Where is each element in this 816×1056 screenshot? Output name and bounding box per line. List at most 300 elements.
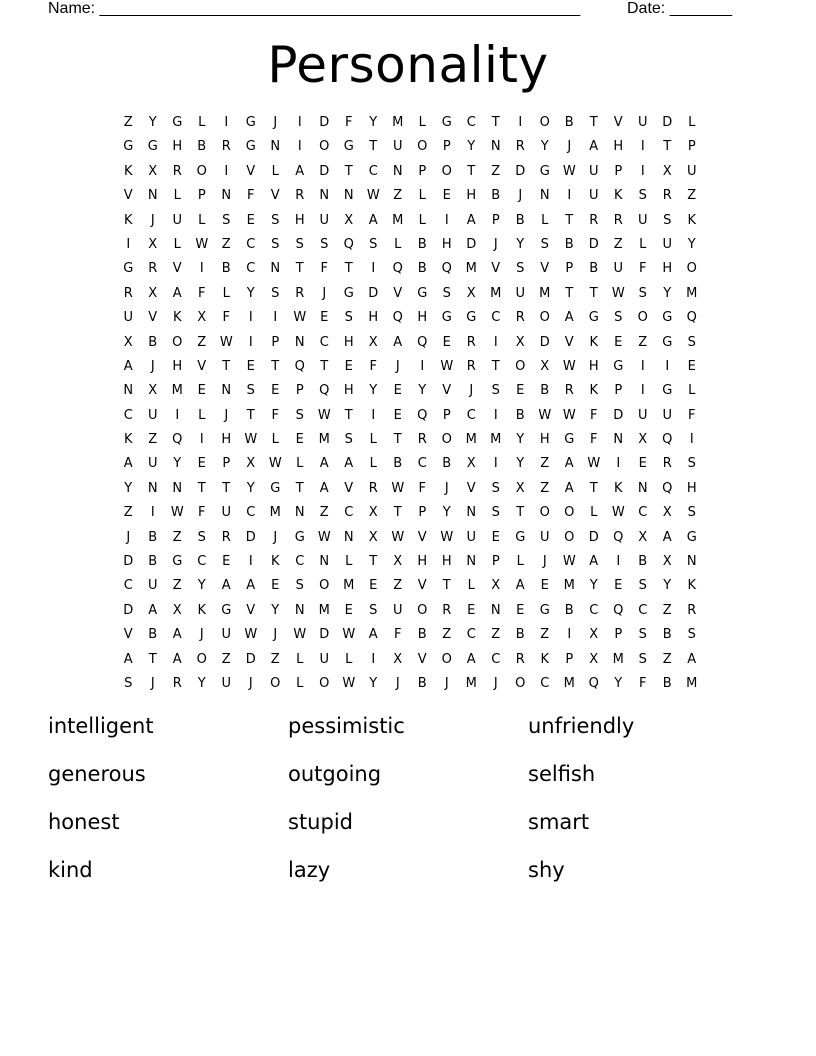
grid-letter: L	[418, 212, 426, 228]
grid-letter: S	[271, 285, 280, 301]
grid-letter: A	[368, 212, 378, 228]
grid-letter: I	[248, 310, 253, 326]
grid-letter: R	[662, 188, 672, 204]
grid-letter: H	[662, 261, 673, 277]
grid-letter: Y	[589, 578, 598, 594]
grid-letter: B	[515, 407, 525, 423]
grid-letter: N	[392, 163, 403, 179]
grid-letter: J	[126, 529, 131, 545]
grid-letter: W	[244, 627, 258, 643]
grid-row	[116, 428, 704, 452]
grid-letter: G	[466, 310, 477, 326]
grid-letter: K	[687, 578, 697, 594]
grid-letter: A	[123, 358, 133, 374]
grid-letter: H	[343, 383, 354, 399]
grid-letter: R	[564, 383, 574, 399]
grid-letter: H	[539, 432, 550, 448]
grid-letter: X	[148, 383, 158, 399]
grid-letter: U	[637, 212, 648, 228]
grid-letter: C	[466, 115, 476, 130]
grid-letter: M	[171, 383, 183, 399]
grid-letter: Z	[221, 651, 231, 667]
grid-letter: S	[295, 578, 304, 594]
grid-letter: Z	[540, 456, 550, 472]
grid-letter: I	[640, 163, 645, 179]
grid-row	[116, 282, 704, 306]
grid-row	[116, 477, 704, 501]
grid-letter: T	[467, 163, 476, 179]
grid-letter: D	[466, 236, 477, 252]
grid-letter: Y	[271, 602, 280, 618]
grid-letter: H	[686, 480, 697, 496]
grid-letter: D	[319, 163, 330, 179]
grid-letter: N	[270, 261, 281, 277]
grid-letter: I	[420, 358, 425, 374]
grid-letter: L	[173, 188, 181, 204]
grid-letter: N	[294, 602, 305, 618]
grid-letter: J	[273, 627, 278, 643]
grid-letter: I	[224, 163, 229, 179]
grid-letter: J	[395, 358, 400, 374]
grid-letter: W	[293, 310, 307, 326]
word-list-item: outgoing	[288, 762, 382, 786]
grid-letter: Z	[148, 432, 158, 448]
grid-letter: U	[588, 188, 599, 204]
grid-letter: W	[391, 480, 405, 496]
grid-row	[116, 648, 704, 672]
grid-letter: N	[466, 505, 477, 521]
grid-letter: C	[197, 554, 207, 570]
grid-letter: P	[614, 627, 623, 643]
grid-letter: G	[662, 334, 673, 350]
grid-letter: Q	[392, 310, 403, 326]
grid-letter: S	[687, 505, 696, 521]
grid-letter: E	[638, 456, 647, 472]
grid-letter: G	[662, 310, 673, 326]
grid-letter: S	[491, 383, 500, 399]
grid-letter: Z	[613, 236, 623, 252]
grid-letter: E	[540, 578, 549, 594]
word-list-item: selfish	[528, 762, 596, 786]
grid-letter: M	[686, 285, 698, 301]
grid-letter: P	[442, 407, 451, 423]
grid-letter: Y	[246, 480, 255, 496]
grid-letter: U	[221, 505, 231, 521]
grid-letter: A	[687, 651, 697, 667]
grid-letter: P	[614, 163, 623, 179]
grid-letter: B	[662, 627, 672, 643]
grid-letter: S	[540, 236, 549, 252]
grid-letter: Q	[417, 334, 428, 350]
grid-letter: T	[589, 285, 598, 301]
grid-letter: O	[319, 578, 330, 594]
grid-letter: X	[148, 236, 158, 252]
grid-letter: J	[322, 285, 327, 301]
grid-letter: O	[515, 358, 526, 374]
grid-letter: G	[417, 285, 428, 301]
grid-letter: X	[172, 602, 182, 618]
grid-letter: N	[466, 554, 477, 570]
grid-letter: S	[124, 675, 133, 691]
grid-letter: V	[172, 261, 182, 277]
grid-letter: X	[466, 285, 476, 301]
grid-row	[116, 550, 704, 574]
grid-letter: C	[123, 407, 133, 423]
grid-letter: S	[638, 651, 647, 667]
grid-letter: X	[393, 554, 403, 570]
grid-letter: N	[319, 554, 330, 570]
grid-letter: B	[148, 529, 158, 545]
grid-letter: V	[417, 578, 427, 594]
worksheet-header	[48, 0, 748, 20]
grid-row	[116, 526, 704, 550]
grid-letter: A	[466, 212, 476, 228]
grid-letter: I	[150, 505, 155, 521]
grid-letter: B	[589, 261, 599, 277]
grid-letter: D	[319, 627, 330, 643]
grid-letter: U	[662, 236, 672, 252]
grid-letter: M	[343, 578, 355, 594]
grid-letter: Y	[663, 285, 672, 301]
grid-letter: W	[440, 529, 454, 545]
grid-letter: E	[369, 578, 378, 594]
grid-letter: E	[467, 602, 476, 618]
grid-letter: Z	[638, 334, 648, 350]
grid-letter: O	[539, 505, 550, 521]
grid-row	[116, 111, 704, 135]
grid-letter: X	[589, 627, 599, 643]
grid-letter: S	[663, 212, 672, 228]
grid-letter: M	[318, 602, 330, 618]
grid-letter: N	[147, 480, 158, 496]
grid-letter: U	[686, 163, 697, 179]
grid-letter: I	[297, 139, 302, 155]
grid-letter: R	[172, 675, 182, 691]
grid-letter: O	[515, 675, 526, 691]
grid-letter: G	[441, 310, 452, 326]
grid-letter: I	[371, 261, 376, 277]
grid-letter: F	[198, 285, 206, 301]
grid-letter: S	[638, 188, 647, 204]
grid-letter: L	[222, 285, 230, 301]
grid-letter: F	[639, 675, 647, 691]
grid-letter: A	[344, 456, 354, 472]
grid-letter: T	[565, 285, 574, 301]
grid-letter: S	[222, 212, 231, 228]
grid-letter: Z	[393, 188, 403, 204]
grid-letter: C	[295, 554, 305, 570]
grid-letter: L	[541, 212, 549, 228]
grid-letter: G	[343, 139, 354, 155]
grid-letter: I	[175, 407, 180, 423]
grid-letter: P	[271, 334, 280, 350]
grid-letter: V	[344, 480, 354, 496]
grid-letter: C	[540, 675, 550, 691]
grid-letter: B	[221, 261, 231, 277]
grid-letter: T	[246, 407, 255, 423]
grid-letter: K	[197, 602, 207, 618]
grid-letter: F	[198, 505, 206, 521]
grid-letter: Q	[441, 261, 452, 277]
grid-letter: L	[394, 236, 402, 252]
grid-row	[116, 233, 704, 257]
grid-letter: N	[613, 432, 624, 448]
grid-letter: J	[567, 139, 572, 155]
grid-letter: Y	[173, 456, 182, 472]
word-list-item: intelligent	[48, 714, 154, 738]
grid-letter: S	[687, 627, 696, 643]
grid-letter: N	[147, 188, 158, 204]
grid-letter: Z	[540, 480, 550, 496]
grid-letter: L	[198, 115, 206, 130]
grid-letter: M	[563, 675, 575, 691]
grid-letter: A	[221, 578, 231, 594]
grid-letter: R	[589, 212, 599, 228]
grid-letter: V	[466, 480, 476, 496]
grid-letter: R	[221, 139, 231, 155]
grid-letter: P	[442, 139, 451, 155]
grid-letter: R	[442, 602, 452, 618]
grid-letter: N	[637, 480, 648, 496]
grid-letter: D	[123, 554, 134, 570]
grid-letter: Q	[662, 480, 673, 496]
grid-letter: B	[148, 554, 158, 570]
grid-letter: M	[563, 578, 575, 594]
grid-letter: N	[221, 188, 232, 204]
grid-letter: G	[686, 529, 697, 545]
grid-letter: D	[539, 334, 550, 350]
grid-letter: R	[515, 139, 525, 155]
grid-letter: G	[441, 115, 452, 130]
grid-letter: G	[245, 115, 256, 130]
grid-letter: Y	[197, 675, 206, 691]
grid-letter: L	[688, 115, 696, 130]
grid-letter: W	[562, 163, 576, 179]
grid-letter: L	[418, 115, 426, 130]
grid-letter: E	[614, 334, 623, 350]
grid-letter: S	[197, 529, 206, 545]
grid-letter: F	[247, 188, 255, 204]
grid-letter: O	[637, 310, 648, 326]
grid-letter: Z	[662, 651, 672, 667]
grid-letter: F	[418, 480, 426, 496]
grid-letter: S	[369, 602, 378, 618]
grid-letter: X	[368, 529, 378, 545]
grid-letter: M	[686, 675, 698, 691]
grid-letter: C	[589, 602, 599, 618]
grid-letter: K	[613, 480, 623, 496]
grid-letter: R	[123, 285, 133, 301]
grid-letter: X	[540, 358, 550, 374]
grid-letter: H	[613, 139, 624, 155]
grid-letter: I	[665, 358, 670, 374]
grid-letter: B	[515, 627, 525, 643]
grid-letter: J	[199, 627, 204, 643]
grid-letter: G	[123, 261, 134, 277]
grid-letter: T	[197, 480, 206, 496]
grid-letter: T	[344, 261, 353, 277]
grid-letter: N	[343, 529, 354, 545]
grid-row	[116, 599, 704, 623]
grid-letter: I	[640, 358, 645, 374]
grid-letter: I	[199, 261, 204, 277]
grid-letter: W	[342, 627, 356, 643]
grid-letter: E	[442, 188, 451, 204]
grid-letter: B	[148, 334, 158, 350]
grid-letter: T	[393, 505, 402, 521]
grid-letter: W	[317, 529, 331, 545]
grid-letter: I	[371, 407, 376, 423]
grid-letter: I	[518, 115, 523, 130]
grid-letter: F	[222, 310, 230, 326]
grid-letter: B	[417, 236, 427, 252]
grid-letter: E	[614, 578, 623, 594]
grid-letter: M	[465, 261, 477, 277]
grid-letter: W	[611, 505, 625, 521]
grid-letter: I	[224, 115, 229, 130]
grid-letter: F	[271, 407, 279, 423]
grid-letter: F	[639, 261, 647, 277]
grid-letter: F	[590, 432, 598, 448]
grid-letter: N	[123, 383, 134, 399]
word-list-item: stupid	[288, 810, 353, 834]
grid-letter: R	[295, 285, 305, 301]
grid-letter: L	[173, 236, 181, 252]
grid-letter: S	[344, 432, 353, 448]
grid-letter: W	[366, 188, 380, 204]
grid-letter: J	[273, 529, 278, 545]
grid-letter: C	[491, 651, 501, 667]
grid-letter: U	[319, 212, 329, 228]
grid-letter: S	[638, 578, 647, 594]
grid-letter: Y	[467, 139, 476, 155]
grid-letter: Y	[369, 383, 378, 399]
grid-letter: F	[688, 407, 696, 423]
grid-letter: A	[123, 456, 133, 472]
grid-letter: I	[640, 383, 645, 399]
word-list	[48, 708, 768, 900]
grid-row	[116, 452, 704, 476]
grid-letter: G	[539, 602, 550, 618]
grid-letter: H	[172, 139, 183, 155]
grid-letter: F	[369, 358, 377, 374]
grid-letter: B	[442, 456, 452, 472]
grid-letter: A	[319, 456, 329, 472]
word-list-item: pessimistic	[288, 714, 405, 738]
grid-letter: Y	[614, 675, 623, 691]
grid-letter: J	[248, 675, 253, 691]
grid-letter: C	[246, 236, 256, 252]
grid-letter: U	[221, 627, 231, 643]
grid-letter: S	[687, 456, 696, 472]
date-field-label: Date: _______	[627, 0, 732, 17]
grid-letter: H	[417, 554, 428, 570]
grid-letter: S	[442, 285, 451, 301]
word-list-item: honest	[48, 810, 120, 834]
grid-letter: I	[567, 627, 572, 643]
grid-letter: R	[687, 602, 697, 618]
grid-letter: Z	[687, 188, 697, 204]
grid-letter: X	[123, 334, 133, 350]
word-list-item: shy	[528, 858, 565, 882]
grid-letter: Y	[442, 505, 451, 521]
grid-letter: O	[564, 529, 575, 545]
grid-letter: O	[172, 334, 183, 350]
grid-letter: L	[418, 188, 426, 204]
grid-letter: L	[590, 505, 598, 521]
grid-letter: C	[466, 407, 476, 423]
grid-letter: O	[441, 163, 452, 179]
grid-letter: D	[515, 163, 526, 179]
grid-row	[116, 404, 704, 428]
grid-letter: X	[344, 212, 354, 228]
grid-letter: R	[295, 188, 305, 204]
grid-letter: G	[294, 529, 305, 545]
grid-letter: W	[244, 432, 258, 448]
grid-letter: O	[539, 115, 550, 130]
grid-letter: B	[564, 115, 574, 130]
grid-letter: J	[150, 358, 155, 374]
grid-letter: D	[245, 529, 256, 545]
grid-letter: K	[687, 212, 697, 228]
grid-letter: Z	[662, 602, 672, 618]
grid-letter: L	[271, 432, 279, 448]
grid-letter: E	[320, 310, 329, 326]
grid-letter: B	[564, 236, 574, 252]
word-list-item: lazy	[288, 858, 331, 882]
grid-letter: K	[123, 432, 133, 448]
grid-letter: I	[199, 432, 204, 448]
grid-letter: V	[442, 383, 452, 399]
grid-letter: W	[587, 456, 601, 472]
grid-letter: R	[466, 334, 476, 350]
grid-letter: T	[565, 212, 574, 228]
grid-letter: A	[319, 480, 329, 496]
grid-letter: N	[172, 480, 183, 496]
grid-letter: R	[515, 310, 525, 326]
grid-letter: S	[638, 285, 647, 301]
grid-letter: H	[172, 358, 183, 374]
grid-letter: U	[637, 115, 648, 130]
grid-letter: W	[440, 358, 454, 374]
grid-letter: M	[269, 505, 281, 521]
grid-letter: S	[271, 236, 280, 252]
grid-letter: U	[319, 651, 329, 667]
grid-letter: I	[493, 407, 498, 423]
grid-letter: X	[662, 554, 672, 570]
grid-letter: H	[441, 554, 452, 570]
grid-letter: V	[540, 261, 550, 277]
grid-letter: G	[123, 139, 134, 155]
grid-letter: T	[148, 651, 157, 667]
grid-letter: N	[539, 188, 550, 204]
grid-letter: T	[589, 115, 598, 130]
grid-letter: B	[491, 188, 501, 204]
grid-letter: A	[589, 139, 599, 155]
grid-row	[116, 135, 704, 159]
grid-letter: Y	[197, 578, 206, 594]
grid-letter: V	[197, 358, 207, 374]
grid-letter: G	[588, 310, 599, 326]
grid-letter: R	[148, 261, 158, 277]
grid-letter: X	[368, 505, 378, 521]
grid-letter: L	[271, 163, 279, 179]
grid-letter: C	[246, 261, 256, 277]
grid-letter: X	[515, 480, 525, 496]
grid-letter: P	[222, 456, 231, 472]
grid-letter: A	[172, 627, 182, 643]
grid-row	[116, 184, 704, 208]
